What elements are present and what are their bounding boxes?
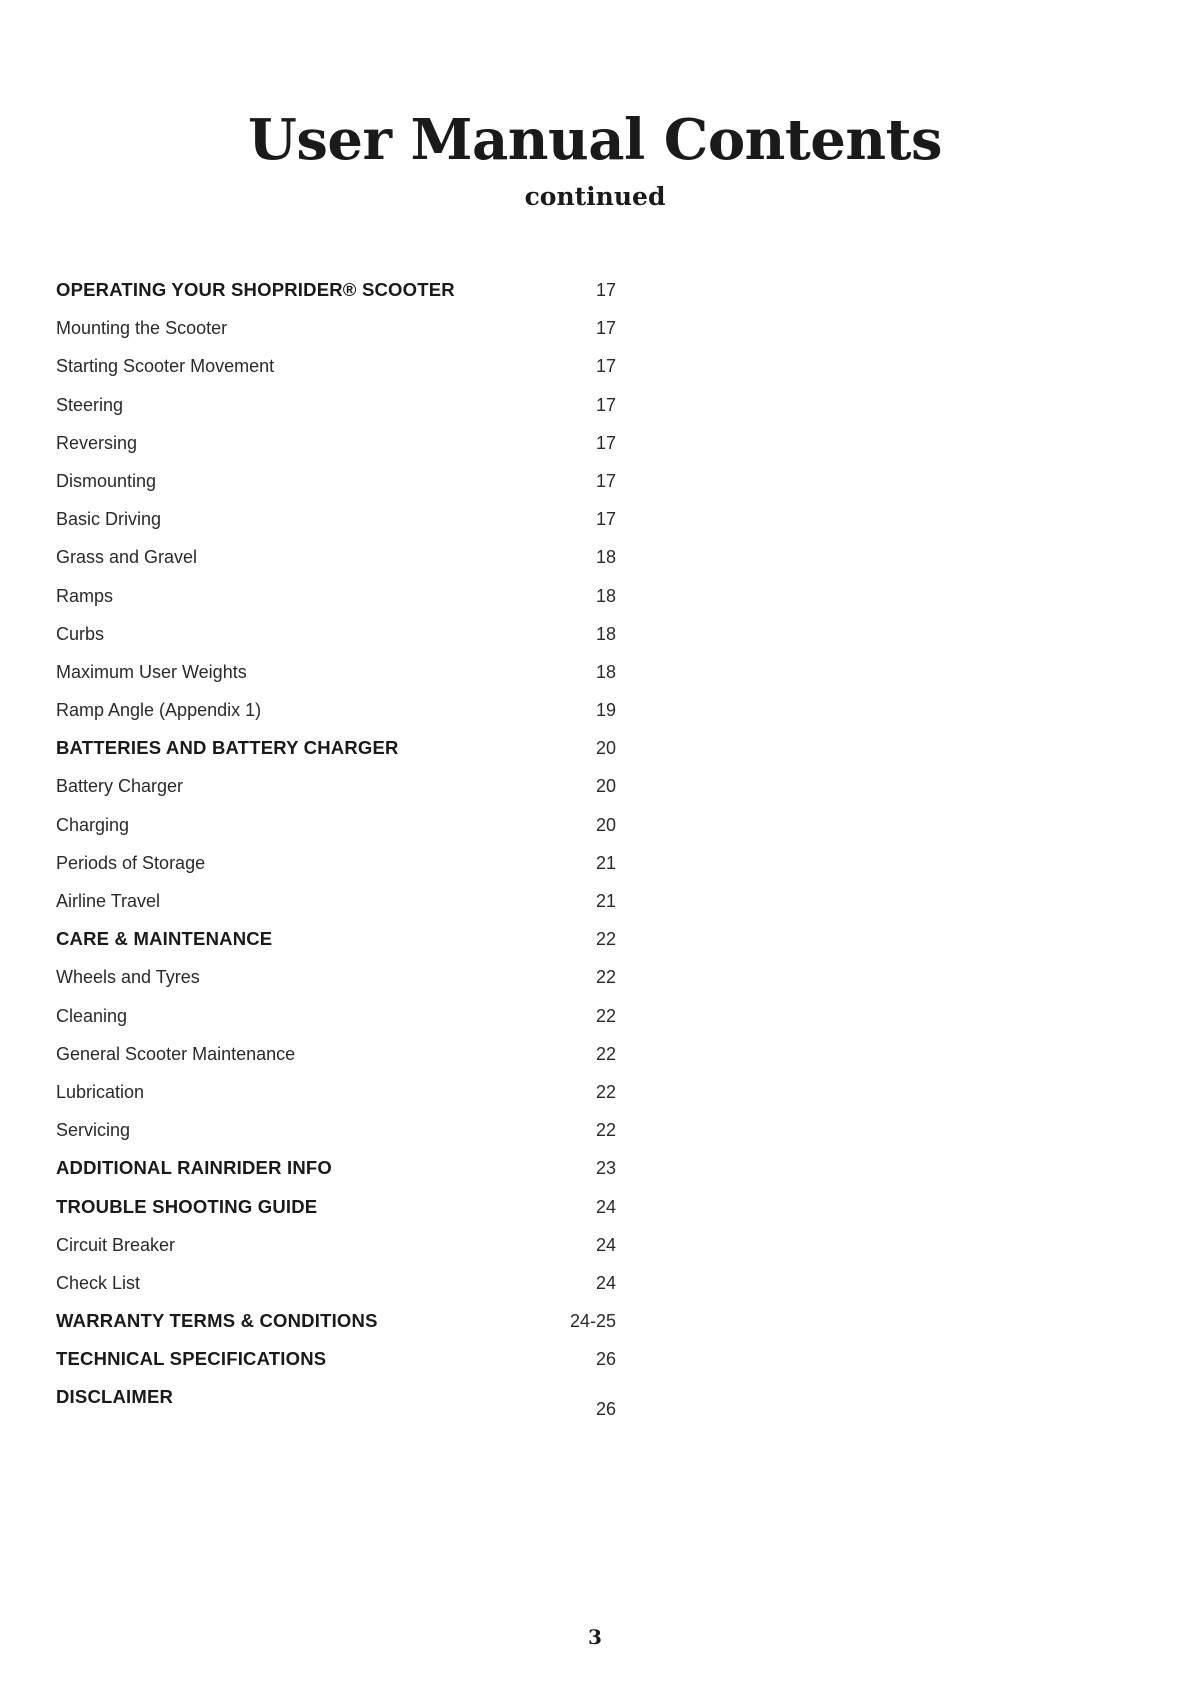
toc-section-label: DISCLAIMER — [56, 1386, 174, 1408]
toc-entry-label: Lubrication — [56, 1081, 145, 1102]
toc-section-label: ADDITIONAL RAINRIDER INFO — [56, 1157, 332, 1179]
toc-section-row — [56, 928, 616, 966]
toc-entry-row — [56, 1119, 616, 1157]
toc-entry-row — [56, 508, 616, 546]
toc-entry-row — [56, 1081, 616, 1119]
toc-entry-label: Reversing — [56, 432, 138, 453]
toc-entry-label: Curbs — [56, 623, 105, 644]
toc-entry-label: Servicing — [56, 1120, 131, 1141]
toc-page-number: 17 — [595, 432, 616, 453]
toc-section-row — [56, 737, 616, 775]
toc-page-number: 17 — [595, 318, 616, 339]
toc-entry-row — [56, 470, 616, 508]
toc-entry-row — [56, 546, 616, 584]
toc-page-number: 21 — [595, 891, 616, 911]
toc-entry-label: Ramp Angle (Appendix 1) — [56, 700, 262, 721]
toc-entry-row — [56, 814, 616, 852]
toc-page-number: 24-25 — [569, 1311, 616, 1332]
toc-page-number: 21 — [595, 852, 616, 873]
toc-entry-label: Battery Charger — [56, 776, 184, 797]
toc-page-number: 24 — [595, 1234, 616, 1255]
toc-section-row — [56, 279, 616, 317]
toc-page-number: 26 — [595, 1349, 616, 1370]
toc-page-number: 17 — [595, 394, 616, 415]
toc-page-number: 22 — [595, 1043, 616, 1064]
toc-entry-label: Grass and Gravel — [56, 547, 198, 568]
toc-entry-label: Mounting the Scooter — [56, 318, 228, 339]
toc-page-number: 19 — [595, 700, 616, 721]
toc-section-label: WARRANTY TERMS & CONDITIONS — [56, 1310, 378, 1332]
toc-entry-label: Periods of Storage — [56, 852, 206, 873]
toc-entry-label: Cleaning — [56, 1005, 128, 1026]
toc-entry-label: Wheels and Tyres — [56, 967, 200, 988]
toc-page-number: 23 — [595, 1158, 616, 1179]
toc-page-number: 17 — [595, 470, 616, 491]
toc-page-number: 20 — [595, 738, 616, 759]
toc-page-number: 22 — [595, 1120, 616, 1141]
toc-entry-row — [56, 852, 616, 890]
toc-entry-row — [56, 317, 616, 355]
toc-entry-label: General Scooter Maintenance — [56, 1043, 296, 1064]
page-subtitle: continued — [524, 182, 666, 211]
toc-page-number: 20 — [595, 814, 616, 835]
toc-page-number: 18 — [595, 661, 616, 682]
toc-entry-row — [56, 1005, 616, 1043]
toc-page-number: 22 — [595, 967, 616, 988]
toc-entry-row — [56, 1234, 616, 1272]
toc-entry-label: Steering — [56, 394, 124, 415]
toc-section-row — [56, 1196, 616, 1234]
toc-section-label: TROUBLE SHOOTING GUIDE — [56, 1195, 318, 1217]
toc-entry-label: Maximum User Weights — [56, 661, 247, 682]
page-number: 3 — [588, 1625, 602, 1649]
toc-entry-label: Basic Driving — [56, 509, 162, 530]
toc-page-number: 18 — [595, 585, 616, 606]
toc-page-number: 24 — [595, 1196, 616, 1217]
toc-section-row — [56, 1386, 616, 1424]
toc-entry-label: Dismounting — [56, 470, 157, 491]
toc-entry-row — [56, 661, 616, 699]
toc-page-number: 24 — [595, 1272, 616, 1293]
toc-page-number: 20 — [595, 776, 616, 797]
toc-section-row — [56, 1310, 616, 1348]
toc-section-row — [56, 1348, 616, 1386]
toc-page-number: 17 — [595, 280, 616, 300]
toc-page-number: 18 — [595, 547, 616, 568]
toc-page-number: 17 — [595, 356, 616, 377]
toc-section-label: CARE & MAINTENANCE — [56, 928, 273, 950]
toc-section-label: TECHNICAL SPECIFICATIONS — [56, 1348, 327, 1370]
toc-entry-row — [56, 1272, 616, 1310]
toc-entry-row — [56, 623, 616, 661]
toc-page-number: 17 — [595, 509, 616, 530]
toc-page-number: 22 — [595, 929, 616, 950]
toc-entry-row — [56, 966, 616, 1004]
toc-page-number: 18 — [595, 623, 616, 644]
toc-entry-label: Ramps — [56, 585, 114, 606]
toc-entry-row — [56, 775, 616, 813]
toc-entry-row — [56, 394, 616, 432]
toc-section-label: OPERATING YOUR SHOPRIDER® SCOOTER — [56, 279, 455, 300]
toc-entry-label: Charging — [56, 814, 130, 835]
toc-section-label: BATTERIES AND BATTERY CHARGER — [56, 737, 399, 759]
toc-entry-row — [56, 890, 616, 928]
toc-entry-row — [56, 432, 616, 470]
toc-entry-row — [56, 1043, 616, 1081]
page-title: User Manual Contents — [248, 107, 942, 173]
toc-entry-label: Airline Travel — [56, 891, 161, 911]
toc-section-row — [56, 1157, 616, 1195]
toc-page-number: 22 — [595, 1081, 616, 1102]
toc-entry-label: Starting Scooter Movement — [56, 356, 275, 377]
toc-page-number: 22 — [595, 1005, 616, 1026]
toc-entry-label: Check List — [56, 1272, 141, 1293]
toc-entry-row — [56, 585, 616, 623]
toc-page-number: 26 — [595, 1399, 616, 1420]
toc-entry-row — [56, 355, 616, 393]
toc-entry-row — [56, 699, 616, 737]
toc-entry-label: Circuit Breaker — [56, 1234, 176, 1255]
table-of-contents — [56, 279, 616, 1425]
